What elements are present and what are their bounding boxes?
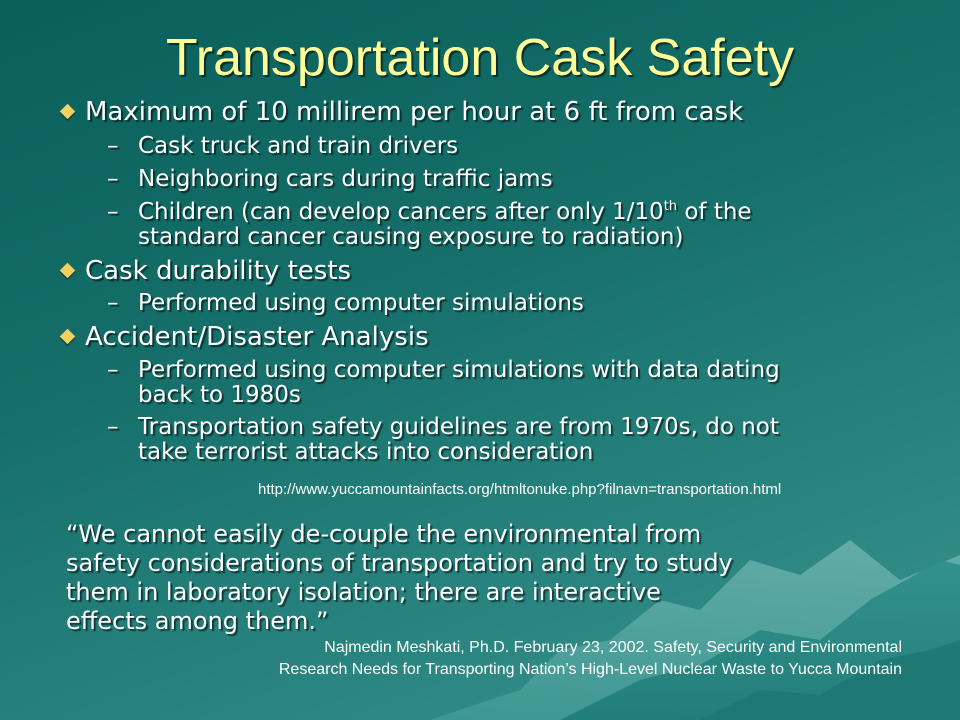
sub-bullet-text: standard cancer causing exposure to radiation): [138, 224, 684, 250]
bullet-item: [62, 97, 743, 127]
bullet-text: Maximum of 10 millirem per hour at 6 ft from cask: [85, 97, 744, 127]
quote-line: effects among them.”: [66, 607, 329, 635]
slide-title: Transportation Cask Safety: [165, 29, 795, 87]
diamond-bullet-icon: [60, 263, 76, 279]
sub-bullet-text: Performed using computer simulations with data dating: [138, 357, 780, 383]
bullet-item: [62, 256, 351, 286]
bullet-text: Cask durability tests: [85, 256, 352, 286]
sub-bullet-text: Performed using computer simulations: [138, 290, 584, 316]
diamond-bullet-icon: [60, 329, 76, 345]
quote-line: “We cannot easily de-couple the environmental from: [66, 520, 702, 548]
source-url: http://www.yuccamountainfacts.org/htmltonuke.php?filnavn=transportation.html: [258, 481, 782, 498]
quote-line: them in laboratory isolation; there are interactive: [66, 578, 661, 606]
dash-marker: –: [107, 166, 119, 192]
citation: [279, 637, 902, 681]
sub-bullet-text: Neighboring cars during traffic jams: [138, 166, 553, 192]
sub-bullet-text: Transportation safety guidelines are from 1970s, do not: [138, 414, 779, 440]
quote-block: [66, 520, 733, 636]
sub-bullet-text: Cask truck and train drivers: [138, 133, 459, 159]
dash-marker: –: [107, 414, 119, 440]
diamond-bullet-icon: [60, 104, 76, 120]
citation-line: Research Needs for Transporting Nation’s High-Level Nuclear Waste to Yucca Mountain: [278, 661, 902, 678]
bullet-item: [62, 322, 429, 352]
citation-line: Najmedin Meshkati, Ph.D. February 23, 2002. Safety, Security and Environmental: [324, 639, 902, 656]
dash-marker: –: [107, 199, 119, 225]
sub-bullet-text: back to 1980s: [138, 382, 301, 408]
bullet-text: Accident/Disaster Analysis: [85, 322, 429, 352]
dash-marker: –: [107, 290, 119, 316]
dash-marker: –: [107, 133, 119, 159]
sub-bullet-text: Children (can develop cancers after only 1/10th of the: [138, 199, 752, 225]
quote-line: safety considerations of transportation and try to study: [66, 549, 733, 577]
dash-marker: –: [107, 357, 119, 383]
sub-bullet-text: take terrorist attacks into consideration: [138, 439, 594, 465]
